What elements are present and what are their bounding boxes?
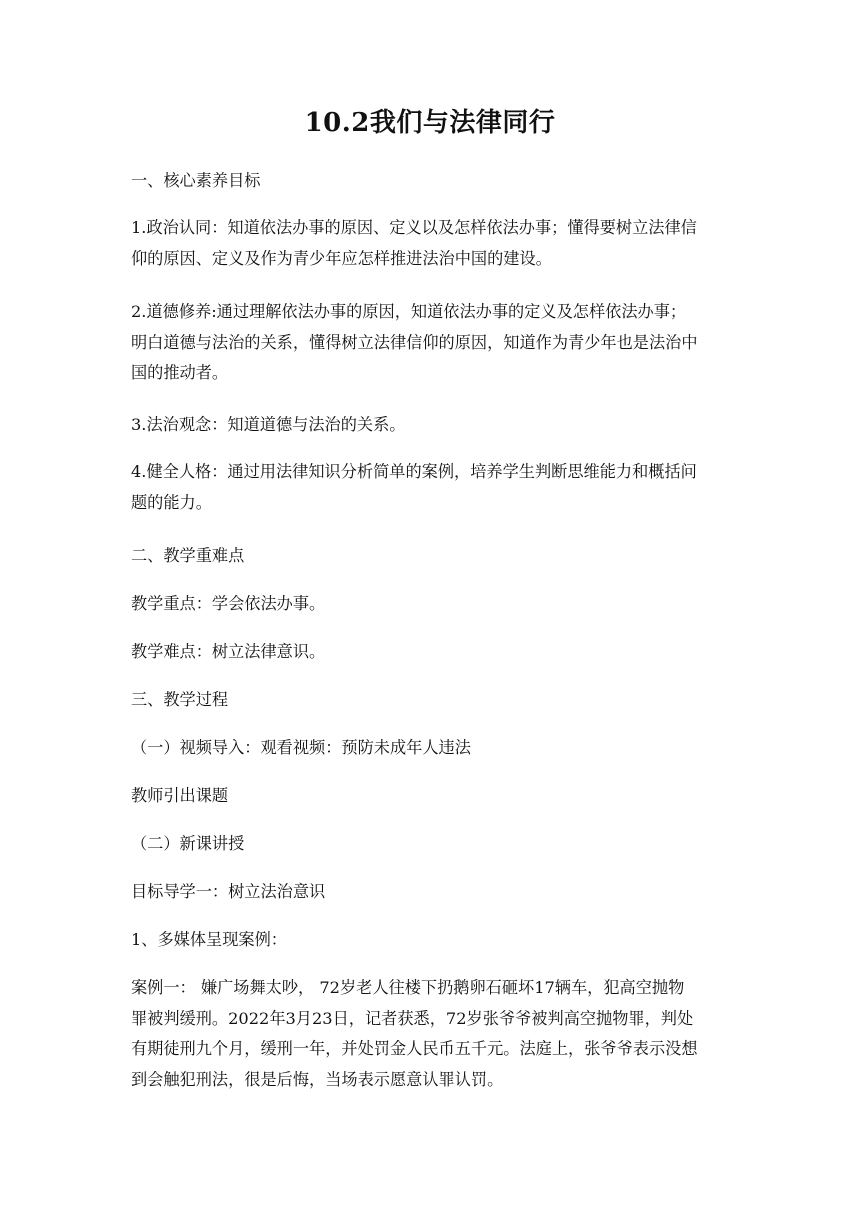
paragraph-video-intro	[131, 733, 743, 764]
text-line: 明白道德与法治的关系，懂得树立法律信仰的原因，知道作为青少年也是法治中	[131, 332, 698, 352]
text-line: 到会触犯刑法，很是后悔，当场表示愿意认罪认罚。	[131, 1069, 504, 1089]
text-line: 教师引出课题	[131, 786, 229, 805]
paragraph-new-lesson	[131, 829, 743, 860]
text-line: 三、教学过程	[131, 690, 229, 709]
text-line: 案例一： 嫌广场舞太吵， 72岁老人往楼下扔鹅卵石砸坏17辆车，犯高空抛物	[131, 978, 685, 997]
text-line: 题的能力。	[131, 492, 212, 512]
heading-core-goals	[131, 166, 743, 197]
text-line: 教学难点：树立法律意识。	[131, 642, 326, 661]
paragraph-rule-of-law	[131, 410, 743, 441]
text-line: 二、教学重难点	[131, 546, 245, 565]
text-line: 一、核心素养目标	[131, 171, 261, 190]
text-line: （一）视频导入：观看视频：预防未成年人违法	[131, 738, 471, 757]
text-line: 罪被判缓刑。2022年3月23日，记者获悉，72岁张爷爷被判高空抛物罪，判处	[131, 1008, 694, 1028]
text-line: 有期徒刑九个月，缓刑一年，并处罚金人民币五千元。法庭上，张爷爷表示没想	[131, 1039, 698, 1058]
text-line: 目标导学一：树立法治意识	[131, 882, 326, 901]
paragraph-goal-one	[131, 877, 743, 908]
paragraph-key-point	[131, 589, 743, 620]
text-line: 教学重点：学会依法办事。	[131, 594, 326, 613]
text-line: 仰的原因、定义及作为青少年应怎样推进法治中国的建设。	[131, 248, 552, 268]
document-title: 10.2我们与法律同行	[304, 108, 556, 138]
paragraph-moral-cultivation	[131, 297, 743, 389]
text-line: 国的推动者。	[131, 363, 229, 382]
paragraph-difficult-point	[131, 637, 743, 668]
text-line: 1、多媒体呈现案例：	[131, 930, 287, 949]
paragraph-introduce-topic	[131, 781, 743, 812]
paragraph-case-one	[131, 973, 743, 1095]
paragraph-political-identity	[131, 213, 743, 274]
text-line: 3.法治观念：知道道德与法治的关系。	[131, 415, 406, 434]
paragraph-multimedia-case	[131, 925, 743, 956]
text-line: （二）新课讲授	[131, 834, 245, 853]
text-line: 1.政治认同：知道依法办事的原因、定义以及怎样依法办事；懂得要树立法律信	[131, 218, 697, 237]
text-line: 2.道德修养:通过理解依法办事的原因，知道依法办事的定义及怎样依法办事；	[131, 302, 687, 321]
text-line: 4.健全人格：通过用法律知识分析简单的案例，培养学生判断思维能力和概括问	[131, 462, 697, 481]
heading-teaching-process	[131, 685, 743, 716]
paragraph-personality	[131, 457, 743, 518]
heading-key-points	[131, 541, 743, 572]
